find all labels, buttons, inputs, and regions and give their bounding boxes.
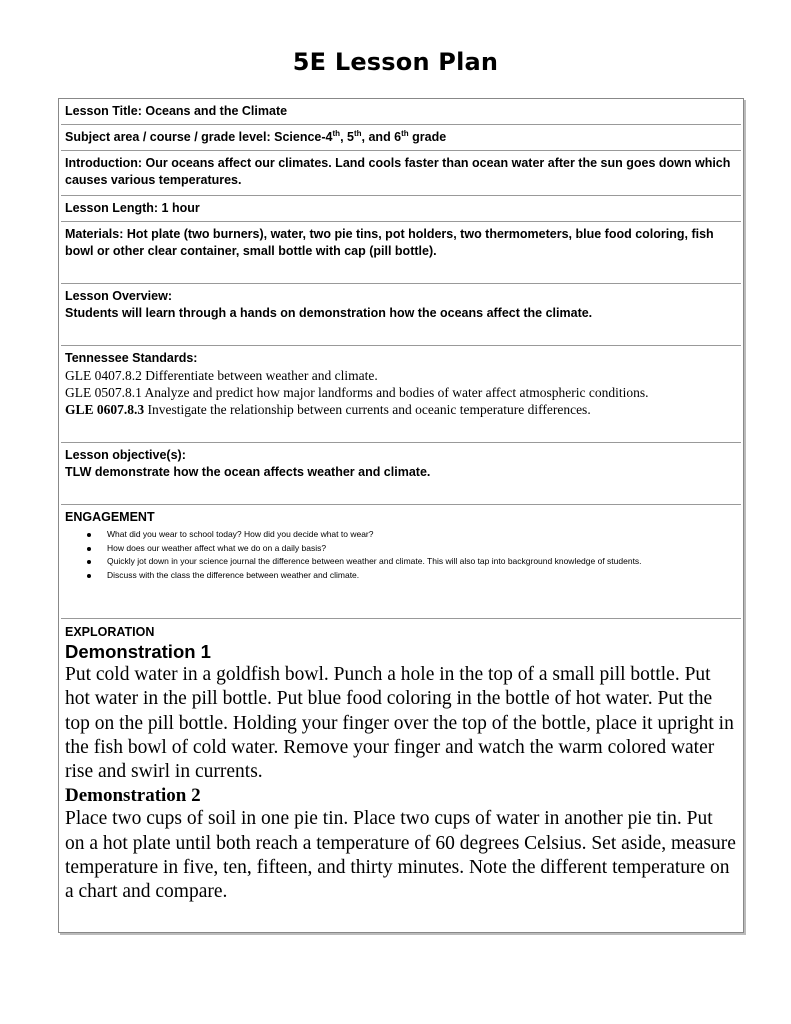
overview-row [61,285,741,346]
objective-row [61,444,741,505]
subject-text: Subject area / course / grade level: Science-4th, 5th, and 6th grade [65,128,447,144]
lesson-plan-table [58,98,744,933]
engagement-heading: ENGAGEMENT [65,510,155,524]
introduction-row [61,152,741,196]
demonstration-2-title: Demonstration 2 [65,785,201,807]
engagement-item: Quickly jot down in your science journal the difference between weather and climate. This will also tap into background knowledge of students. [107,555,737,569]
lesson-length-row [61,197,741,222]
demonstration-1-title: Demonstration 1 [65,641,211,662]
engagement-item: How does our weather affect what we do on a daily basis? [107,542,737,556]
objective-text: TLW demonstrate how the ocean affects weather and climate. [65,465,431,479]
lesson-title: Lesson Title: Oceans and the Climate [65,104,288,118]
demonstration-1-text: Put cold water in a goldfish bowl. Punch a hole in the top of a small pill bottle. Put hot water in the pill bottle. Put blue food coloring in the bottle of hot water. Put the top on the pill bottle. Holding your finger over the top of the bottle, place it upright in the fish bowl of cold water. Remove your finger and watch the warm colored water rise and swirl in currents. [65,664,734,783]
exploration-row [61,620,741,931]
standard-line-2: GLE 0507.8.1 Analyze and predict how major landforms and bodies of water affect atmospheric conditions. [65,385,649,400]
lesson-length-text: Lesson Length: 1 hour [65,201,200,215]
standards-row [61,347,741,443]
overview-text: Students will learn through a hands on demonstration how the oceans affect the climate. [65,306,593,320]
overview-heading: Lesson Overview: [65,289,172,303]
engagement-item: What did you wear to school today? How did you decide what to wear? [107,528,737,542]
page-title: 5E Lesson Plan [292,48,499,76]
engagement-list [65,528,737,582]
demonstration-2-text: Place two cups of soil in one pie tin. Place two cups of water in another pie tin. Put on a hot plate until both reach a temperature of 60 degrees Celsius. Set aside, measure temperature in five, ten, fifteen, and thirty minutes. Note the different temperature on a chart and compare. [65,808,736,903]
introduction-text: Introduction: Our oceans affect our climates. Land cools faster than ocean water after the sun goes down which causes various temperatures. [65,156,731,187]
exploration-heading: EXPLORATION [65,625,155,639]
standard-line-1: GLE 0407.8.2 Differentiate between weather and climate. [65,368,378,383]
lesson-title-row [61,100,741,125]
standards-heading: Tennessee Standards: [65,351,198,365]
materials-text: Materials: Hot plate (two burners), water, two pie tins, pot holders, two thermometers, blue food coloring, fish bowl or other clear container, small bottle with cap (pill bottle). [65,227,714,258]
materials-row [61,223,741,284]
objective-heading: Lesson objective(s): [65,448,186,462]
standard-line-3: GLE 0607.8.3 Investigate the relationship between currents and oceanic temperature differences. [65,402,591,417]
engagement-row [61,506,741,619]
subject-row [61,126,741,151]
engagement-item: Discuss with the class the difference between weather and climate. [107,569,737,583]
